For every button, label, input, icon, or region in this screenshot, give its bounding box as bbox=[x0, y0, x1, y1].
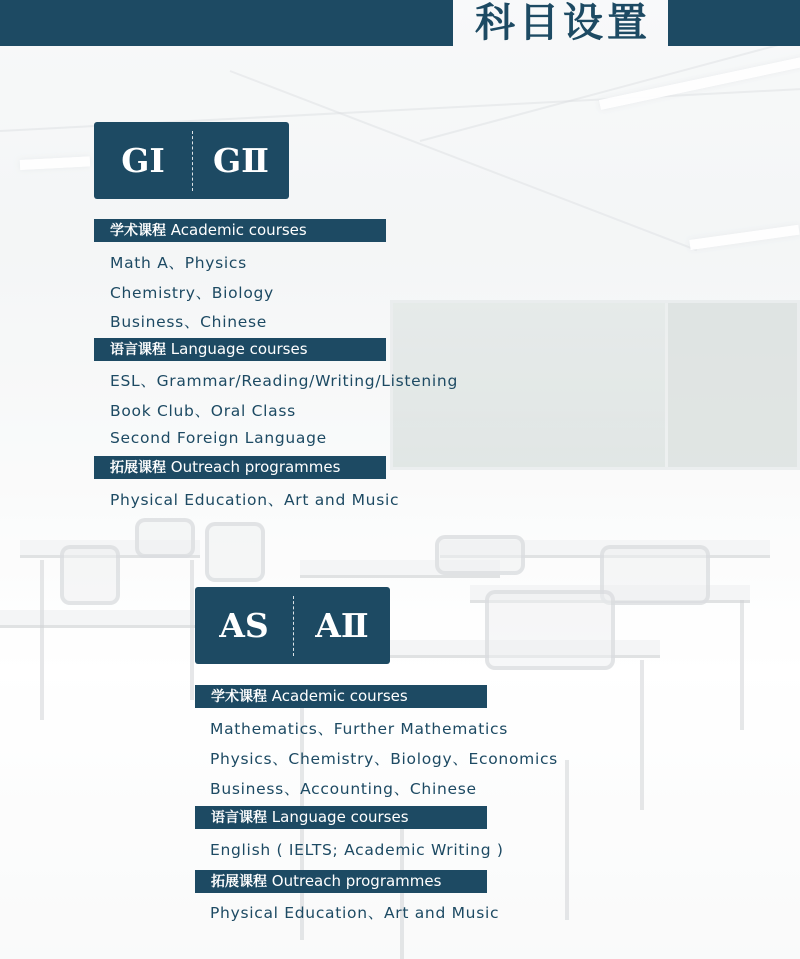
grade-box-as-a2 bbox=[195, 587, 390, 664]
grade-box-g1-g2 bbox=[94, 122, 289, 199]
course-line: Book Club、Oral Class bbox=[110, 402, 296, 420]
section-title-en: Outreach programmes bbox=[170, 458, 341, 476]
course-line: Business、Chinese bbox=[110, 313, 267, 331]
grade-label-as: AS bbox=[219, 606, 269, 645]
section-title-cn: 学术课程 bbox=[110, 223, 166, 239]
grade-label-g1: GⅠ bbox=[121, 141, 165, 180]
header-bar-right bbox=[668, 0, 800, 46]
section-bar-language bbox=[94, 338, 386, 361]
section-title-cn: 拓展课程 bbox=[110, 460, 166, 476]
course-line: Second Foreign Language bbox=[110, 429, 327, 447]
grade-label-g2: GⅡ bbox=[213, 141, 269, 180]
section-title-en: Academic courses bbox=[271, 687, 408, 705]
section-bar-language bbox=[195, 806, 487, 829]
section-title-en: Outreach programmes bbox=[271, 872, 442, 890]
course-line: Mathematics、Further Mathematics bbox=[210, 720, 508, 738]
section-title-en: Language courses bbox=[271, 808, 409, 826]
course-line: Physical Education、Art and Music bbox=[210, 904, 500, 922]
section-bar-academic bbox=[94, 219, 386, 242]
section-bar-academic bbox=[195, 685, 487, 708]
course-line: Math A、Physics bbox=[110, 254, 247, 272]
section-title-en: Language courses bbox=[170, 340, 308, 358]
section-title-cn: 学术课程 bbox=[211, 689, 267, 705]
header-bar-left bbox=[0, 0, 453, 46]
course-line: English ( IELTS; Academic Writing ) bbox=[210, 841, 504, 859]
section-title-cn: 语言课程 bbox=[110, 342, 166, 358]
page-title: 科目设置 bbox=[475, 0, 651, 46]
section-title-cn: 拓展课程 bbox=[211, 874, 267, 890]
course-line: Physics、Chemistry、Biology、Economics bbox=[210, 750, 558, 768]
section-bar-outreach bbox=[94, 456, 386, 479]
section-title-cn: 语言课程 bbox=[211, 810, 267, 826]
course-line: Physical Education、Art and Music bbox=[110, 491, 400, 509]
section-title-en: Academic courses bbox=[170, 221, 307, 239]
course-line: Business、Accounting、Chinese bbox=[210, 780, 477, 798]
course-line: Chemistry、Biology bbox=[110, 284, 274, 302]
grade-label-a2: AⅡ bbox=[315, 606, 369, 645]
section-bar-outreach bbox=[195, 870, 487, 893]
course-line: ESL、Grammar/Reading/Writing/Listening bbox=[110, 372, 458, 390]
